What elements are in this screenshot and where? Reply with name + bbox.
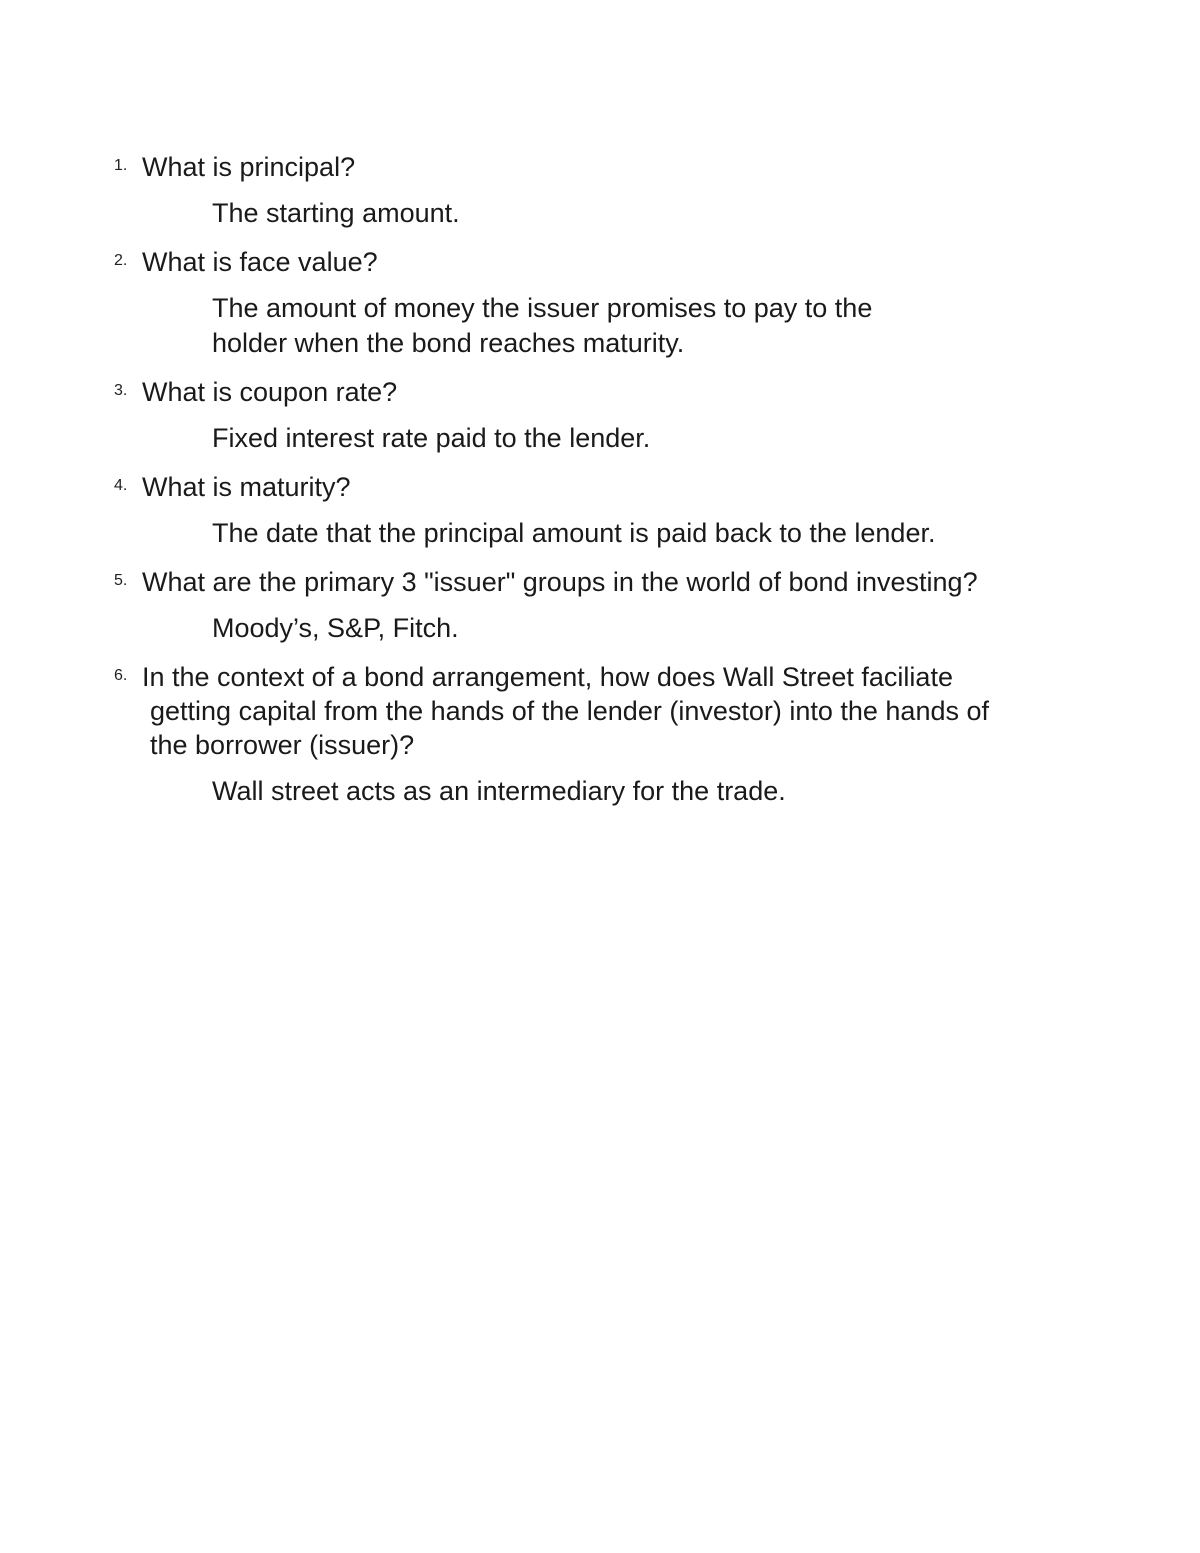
qa-item-6 [112,660,992,809]
question-row [112,565,992,599]
answer-text: Moody’s, S&P, Fitch. [212,613,459,643]
question-text: What is coupon rate? [142,377,398,407]
question-row [112,150,992,184]
question-row [112,245,992,279]
question-row [112,470,992,504]
qa-item-1 [112,150,992,231]
question-text: What are the primary 3 "issuer" groups in the world of bond investing? [142,567,978,597]
question-number: 5. [114,572,128,589]
qa-item-4 [112,470,992,551]
question-row [112,375,992,409]
question-number: 6. [114,667,128,684]
qa-item-3 [112,375,992,456]
question-text: What is principal? [142,152,356,182]
qa-item-5 [112,565,992,646]
question-text: What is maturity? [142,472,351,502]
question-text: In the context of a bond arrangement, how does Wall Street faciliate getting capital from the hands of the lender (investor) into the hands of the borrower (issuer)? [142,662,990,760]
answer-text: The starting amount. [212,198,460,228]
question-number: 4. [114,477,128,494]
answer-text: The date that the principal amount is paid back to the lender. [212,518,936,548]
question-answer-list [112,150,992,823]
qa-item-2 [112,245,992,361]
question-number: 1. [114,157,128,174]
question-row [112,660,992,762]
question-number: 3. [114,382,128,399]
answer-text: Wall street acts as an intermediary for the trade. [212,776,786,806]
question-number: 2. [114,252,128,269]
answer-text: The amount of money the issuer promises to pay to the holder when the bond reaches maturity. [212,293,873,358]
question-text: What is face value? [142,247,378,277]
answer-text: Fixed interest rate paid to the lender. [212,423,651,453]
